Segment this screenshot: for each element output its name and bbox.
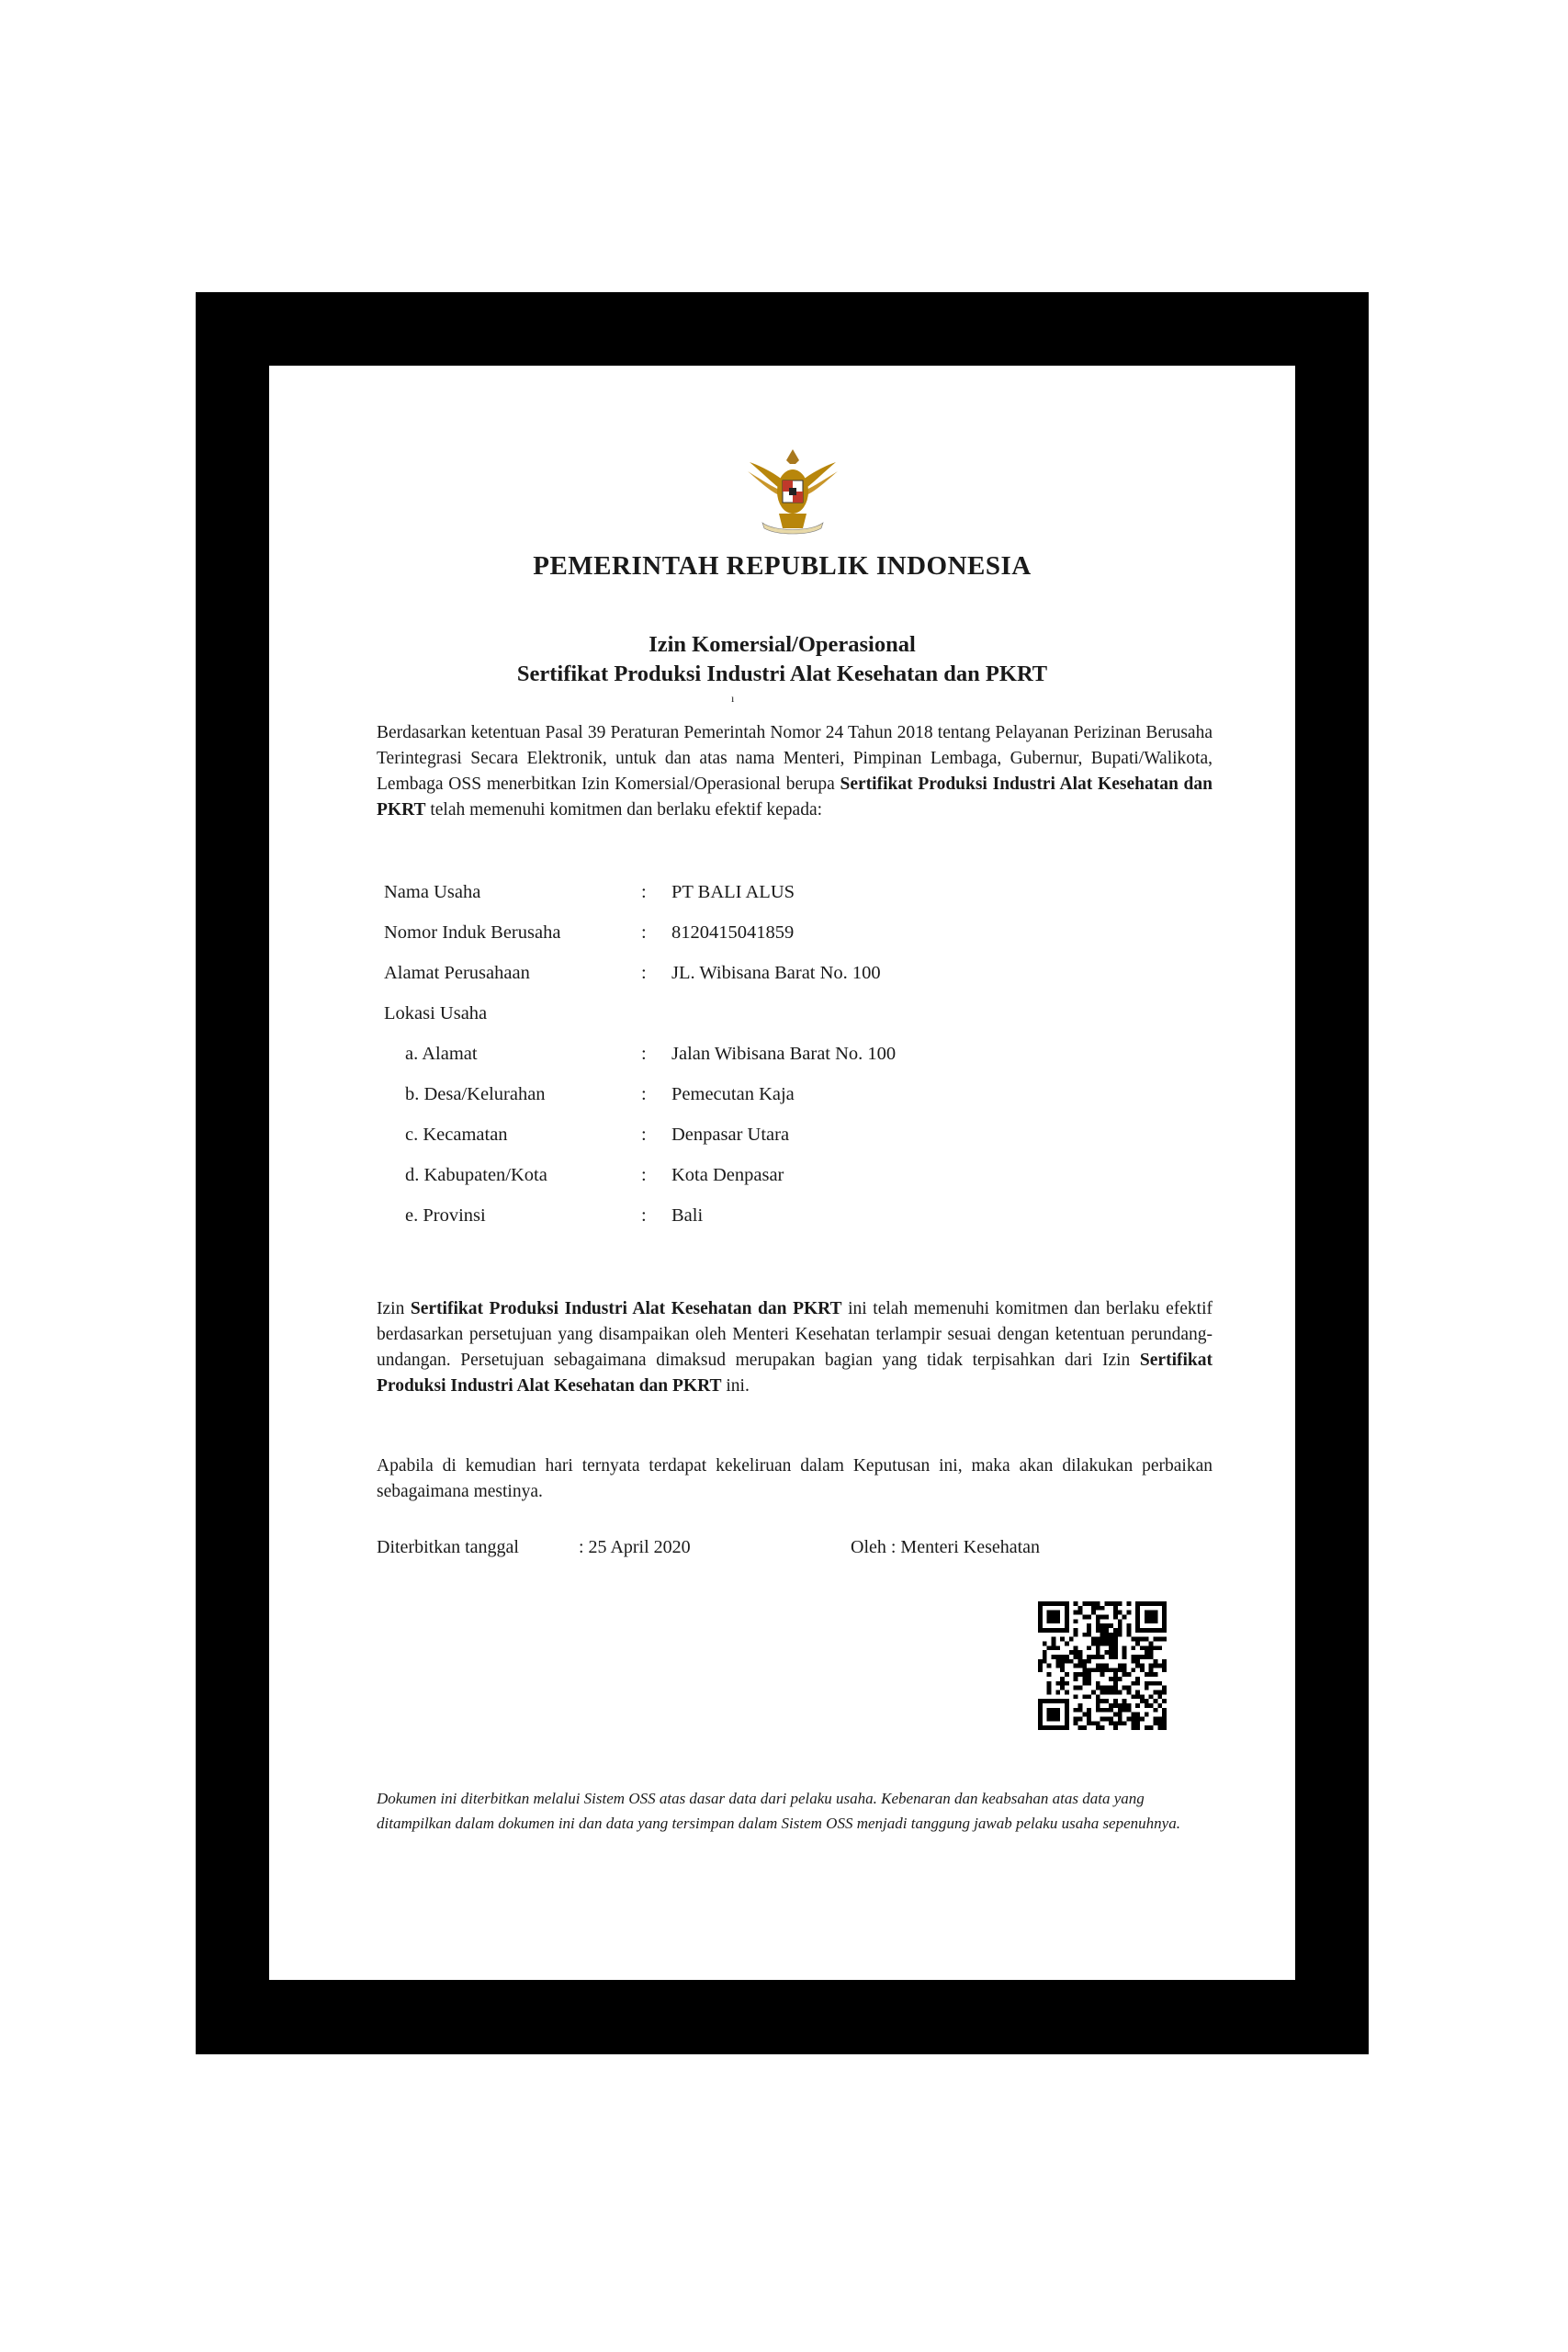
garuda-emblem-icon bbox=[742, 444, 843, 545]
intro-paragraph: Berdasarkan ketentuan Pasal 39 Peraturan Pemerintah Nomor 24 Tahun 2018 tentang Pelayanan Perizinan Berusaha Terintegrasi Secara Elektronik, untuk dan atas nama Menteri, Pimpinan Lembaga, Gubernur, Bupati/Walikota, Lembaga OSS menerbitkan Izin Komersial/Operasional berupa Sertifikat Produksi Industri Alat Kesehatan dan PKRT telah memenuhi komitmen dan berlaku efektif kepada: bbox=[377, 723, 1213, 820]
issued-by: Oleh : Menteri Kesehatan bbox=[851, 1537, 1041, 1557]
correction-paragraph: Apabila di kemudian hari ternyata terdapat kekeliruan dalam Keputusan ini, maka akan dilakukan perbaikan sebagaimana mestinya. bbox=[377, 1456, 1213, 1501]
issued-label: Diterbitkan tanggal bbox=[377, 1537, 519, 1557]
government-title: PEMERINTAH REPUBLIK INDONESIA bbox=[533, 551, 1032, 581]
nib-value: 8120415041859 bbox=[671, 922, 795, 943]
certificate-title: Sertifikat Produksi Industri Alat Kesehatan dan PKRT bbox=[516, 662, 1048, 686]
company-address-value: JL. Wibisana Barat No. 100 bbox=[671, 963, 881, 983]
qr-code-icon bbox=[1038, 1601, 1167, 1730]
validity-paragraph: Izin Sertifikat Produksi Industri Alat Kesehatan dan PKRT ini telah memenuhi komitmen dan berlaku efektif berdasarkan persetujuan yang disampaikan oleh Menteri Kesehatan terlampir sesuai dengan ketentuan perundang-undangan. Persetujuan sebagaimana dimaksud merupakan bagian yang tidak terpisahkan dari Izin Sertifikat Produksi Industri Alat Kesehatan dan PKRT ini. bbox=[377, 1299, 1213, 1396]
black-frame bbox=[196, 292, 1369, 2054]
permit-type: Izin Komersial/Operasional bbox=[649, 632, 916, 657]
disclaimer-footer: Dokumen ini diterbitkan melalui Sistem OSS atas dasar data dari pelaku usaha. Kebenaran dan keabsahan atas data yang ditampilkan dalam dokumen ini dan data yang tersimpan dalam Sistem OSS menjadi tanggung jawab pelaku usaha sepenuhnya. bbox=[377, 1790, 1180, 1832]
certificate-sheet: PEMERINTAH REPUBLIK INDONESIA Izin Komersial/Operasional Sertifikat Produksi Industri Alat Kesehatan dan PKRT ı Berdasarkan ketentuan Pasal 39 Peraturan Pemerintah Nomor 24 Tahun 2018 tentang Pelayanan Perizinan Berusaha Terintegrasi Secara Elektronik, untuk dan atas nama Menteri, Pimpinan Lembaga, Gubernur, Bupati/Walikota, Lembaga OSS menerbitkan Izin Komersial/Operasional berupa Sertifikat Produksi Industri Alat Kesehatan dan PKRT telah memenuhi komitmen dan berlaku efektif kepada: Nama Usaha : PT BALI ALUS Nomor Induk Berusaha : 8120415041859 Alamat Perusahaan : JL. Wibisana Barat No. 100 Lokasi Usaha a. Alamat : Jalan Wibisana Barat No. 100 b. Desa/Kelurahan : Pemecutan Kaja c. Kecamatan : Denpasar Utara d. Kabupaten/Kota : Kota Denpasar e. Provinsi : Bali Izin Sertifikat Produksi Industri Alat Kesehatan dan PKRT ini telah memenuhi komitmen dan berlaku efektif berdasarkan persetujuan yang disampaikan oleh Menteri Kesehatan terlampir sesuai dengan ketentuan perundang-undangan. Persetujuan sebagaimana dimaksud merupakan bagian yang tidak terpisahkan dari Izin Sertifikat Produksi Industri Alat Kesehatan dan PKRT ini. Apabila di kemudian hari ternyata terdapat kekeliruan dalam Keputusan ini, maka akan dilakukan perbaikan sebagaimana mestinya. Diterbitkan tanggal : 25 April 2020 Oleh : Menteri Kesehatan Dokumen ini diterbitkan melalui Sistem OSS atas dasar data dari pelaku usaha. Kebenaran dan keabsahan atas data yang ditampilkan dalam dokumen ini dan data yang tersimpan dalam Sistem OSS menjadi tanggung jawab pelaku usaha sepenuhnya. bbox=[269, 366, 1295, 1980]
issued-date: : 25 April 2020 bbox=[579, 1537, 691, 1557]
company-name-value: PT BALI ALUS bbox=[671, 882, 795, 902]
